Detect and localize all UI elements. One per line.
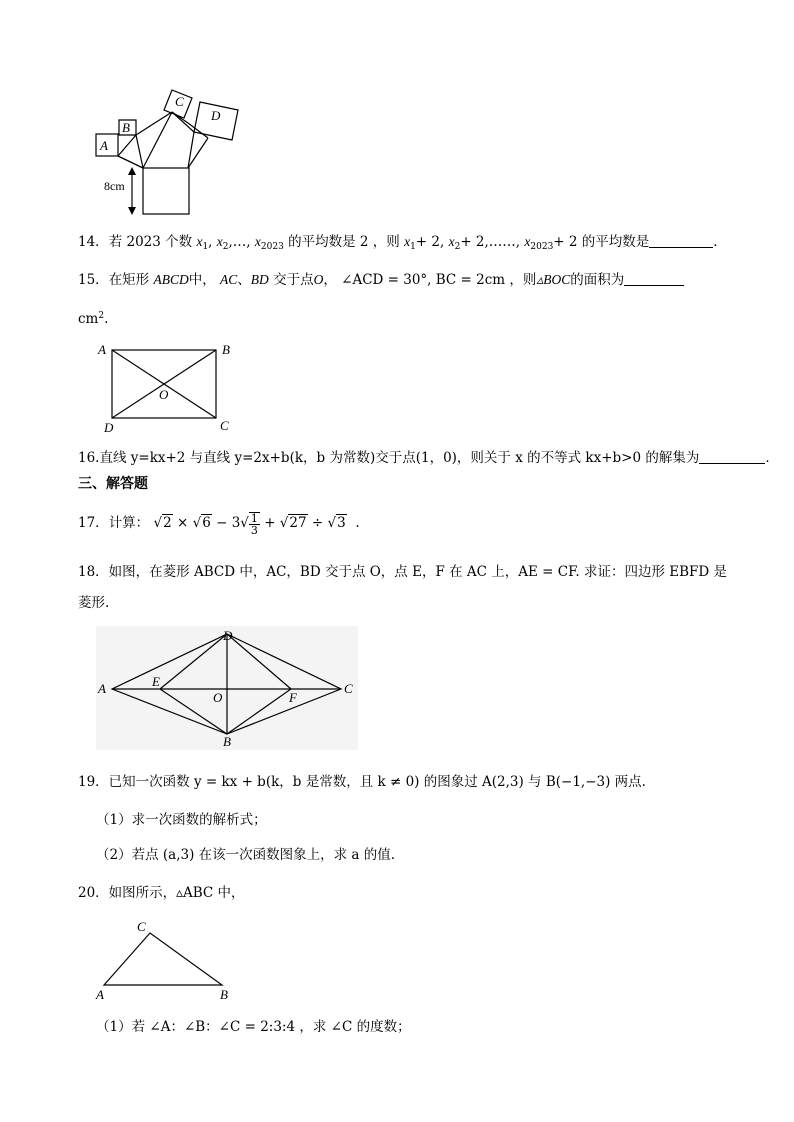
label-length: 8cm — [104, 179, 125, 193]
question-19-part1: （1）求一次函数的解析式； — [96, 812, 267, 828]
question-16: 16.直线 y=kx+2 与直线 y=2x+b(k，b 为常数)交于点(1，0)，则关于 x 的不等式 kx+b>0 的解集为 ． — [78, 450, 779, 466]
label-B: B — [223, 734, 231, 749]
question-14: 14．若 2023 个数 $x_1$, $x_2,\dots$, $x_{2023}$ 的平均数是 2 ，则 $x_1+ 2$, $x_2+$ 2,……, $x_{2023}+ 2$ 的平均数是 ． — [78, 234, 727, 252]
label-O: O — [213, 690, 223, 705]
answer-blank-16[interactable] — [699, 449, 765, 464]
rhombus-figure — [96, 626, 358, 750]
big-square — [143, 168, 189, 214]
label-A: A — [96, 987, 104, 1002]
question-17: 17．计算： √2 × √6 − 3√ $\frac{1}{3}$ + √27 ÷ √3 . — [78, 511, 360, 537]
label-B: B — [122, 120, 130, 135]
label-O: O — [159, 387, 169, 402]
label-C: C — [175, 94, 184, 109]
label-B: B — [222, 342, 230, 357]
label-C: C — [220, 418, 229, 433]
label-C: C — [137, 919, 146, 934]
label-B: B — [220, 987, 228, 1002]
question-15: 15．在矩形 ABCD中， AC、BD 交于点O， ∠ACD = 30°, BC = 2cm ，则▵BOC的面积为 — [78, 270, 684, 290]
answer-blank-14[interactable] — [649, 233, 713, 248]
label-A: A — [98, 681, 106, 696]
section-3-heading: 三、解答题 — [78, 476, 148, 492]
tri-left — [118, 135, 143, 168]
question-19: 19．已知一次函数 y = kx + b(k，b 是常数，且 k ≠ 0) 的图象过 A(2,3) 与 B(−1,−3) 两点. — [78, 774, 646, 790]
label-E: E — [152, 674, 160, 689]
question-20: 20．如图所示，▵ABC 中， — [78, 885, 245, 901]
label-A: A — [100, 138, 108, 153]
label-D: D — [211, 108, 221, 123]
question-19-part2: （2）若点 (a,3) 在该一次函数图象上，求 a 的值. — [96, 847, 396, 863]
label-C: C — [344, 681, 353, 696]
rectangle-figure — [96, 340, 246, 435]
question-15-unit: $cm^2$. — [78, 311, 109, 327]
label-F: F — [289, 690, 297, 705]
triangle-figure — [92, 915, 242, 1005]
label-D: D — [223, 628, 233, 643]
answer-blank-15[interactable] — [624, 271, 684, 286]
question-18-cont: 菱形. — [78, 595, 110, 611]
squares-figure — [88, 78, 258, 223]
question-20-part1: （1）若 ∠A：∠B：∠C = 2:3:4 ，求 ∠C 的度数； — [96, 1019, 411, 1035]
label-A: A — [98, 342, 106, 357]
question-18: 18．如图，在菱形 ABCD 中，AC，BD 交于点 O，点 E，F 在 AC 上，AE = CF. 求证：四边形 EBFD 是 — [78, 564, 727, 580]
label-D: D — [104, 420, 114, 435]
